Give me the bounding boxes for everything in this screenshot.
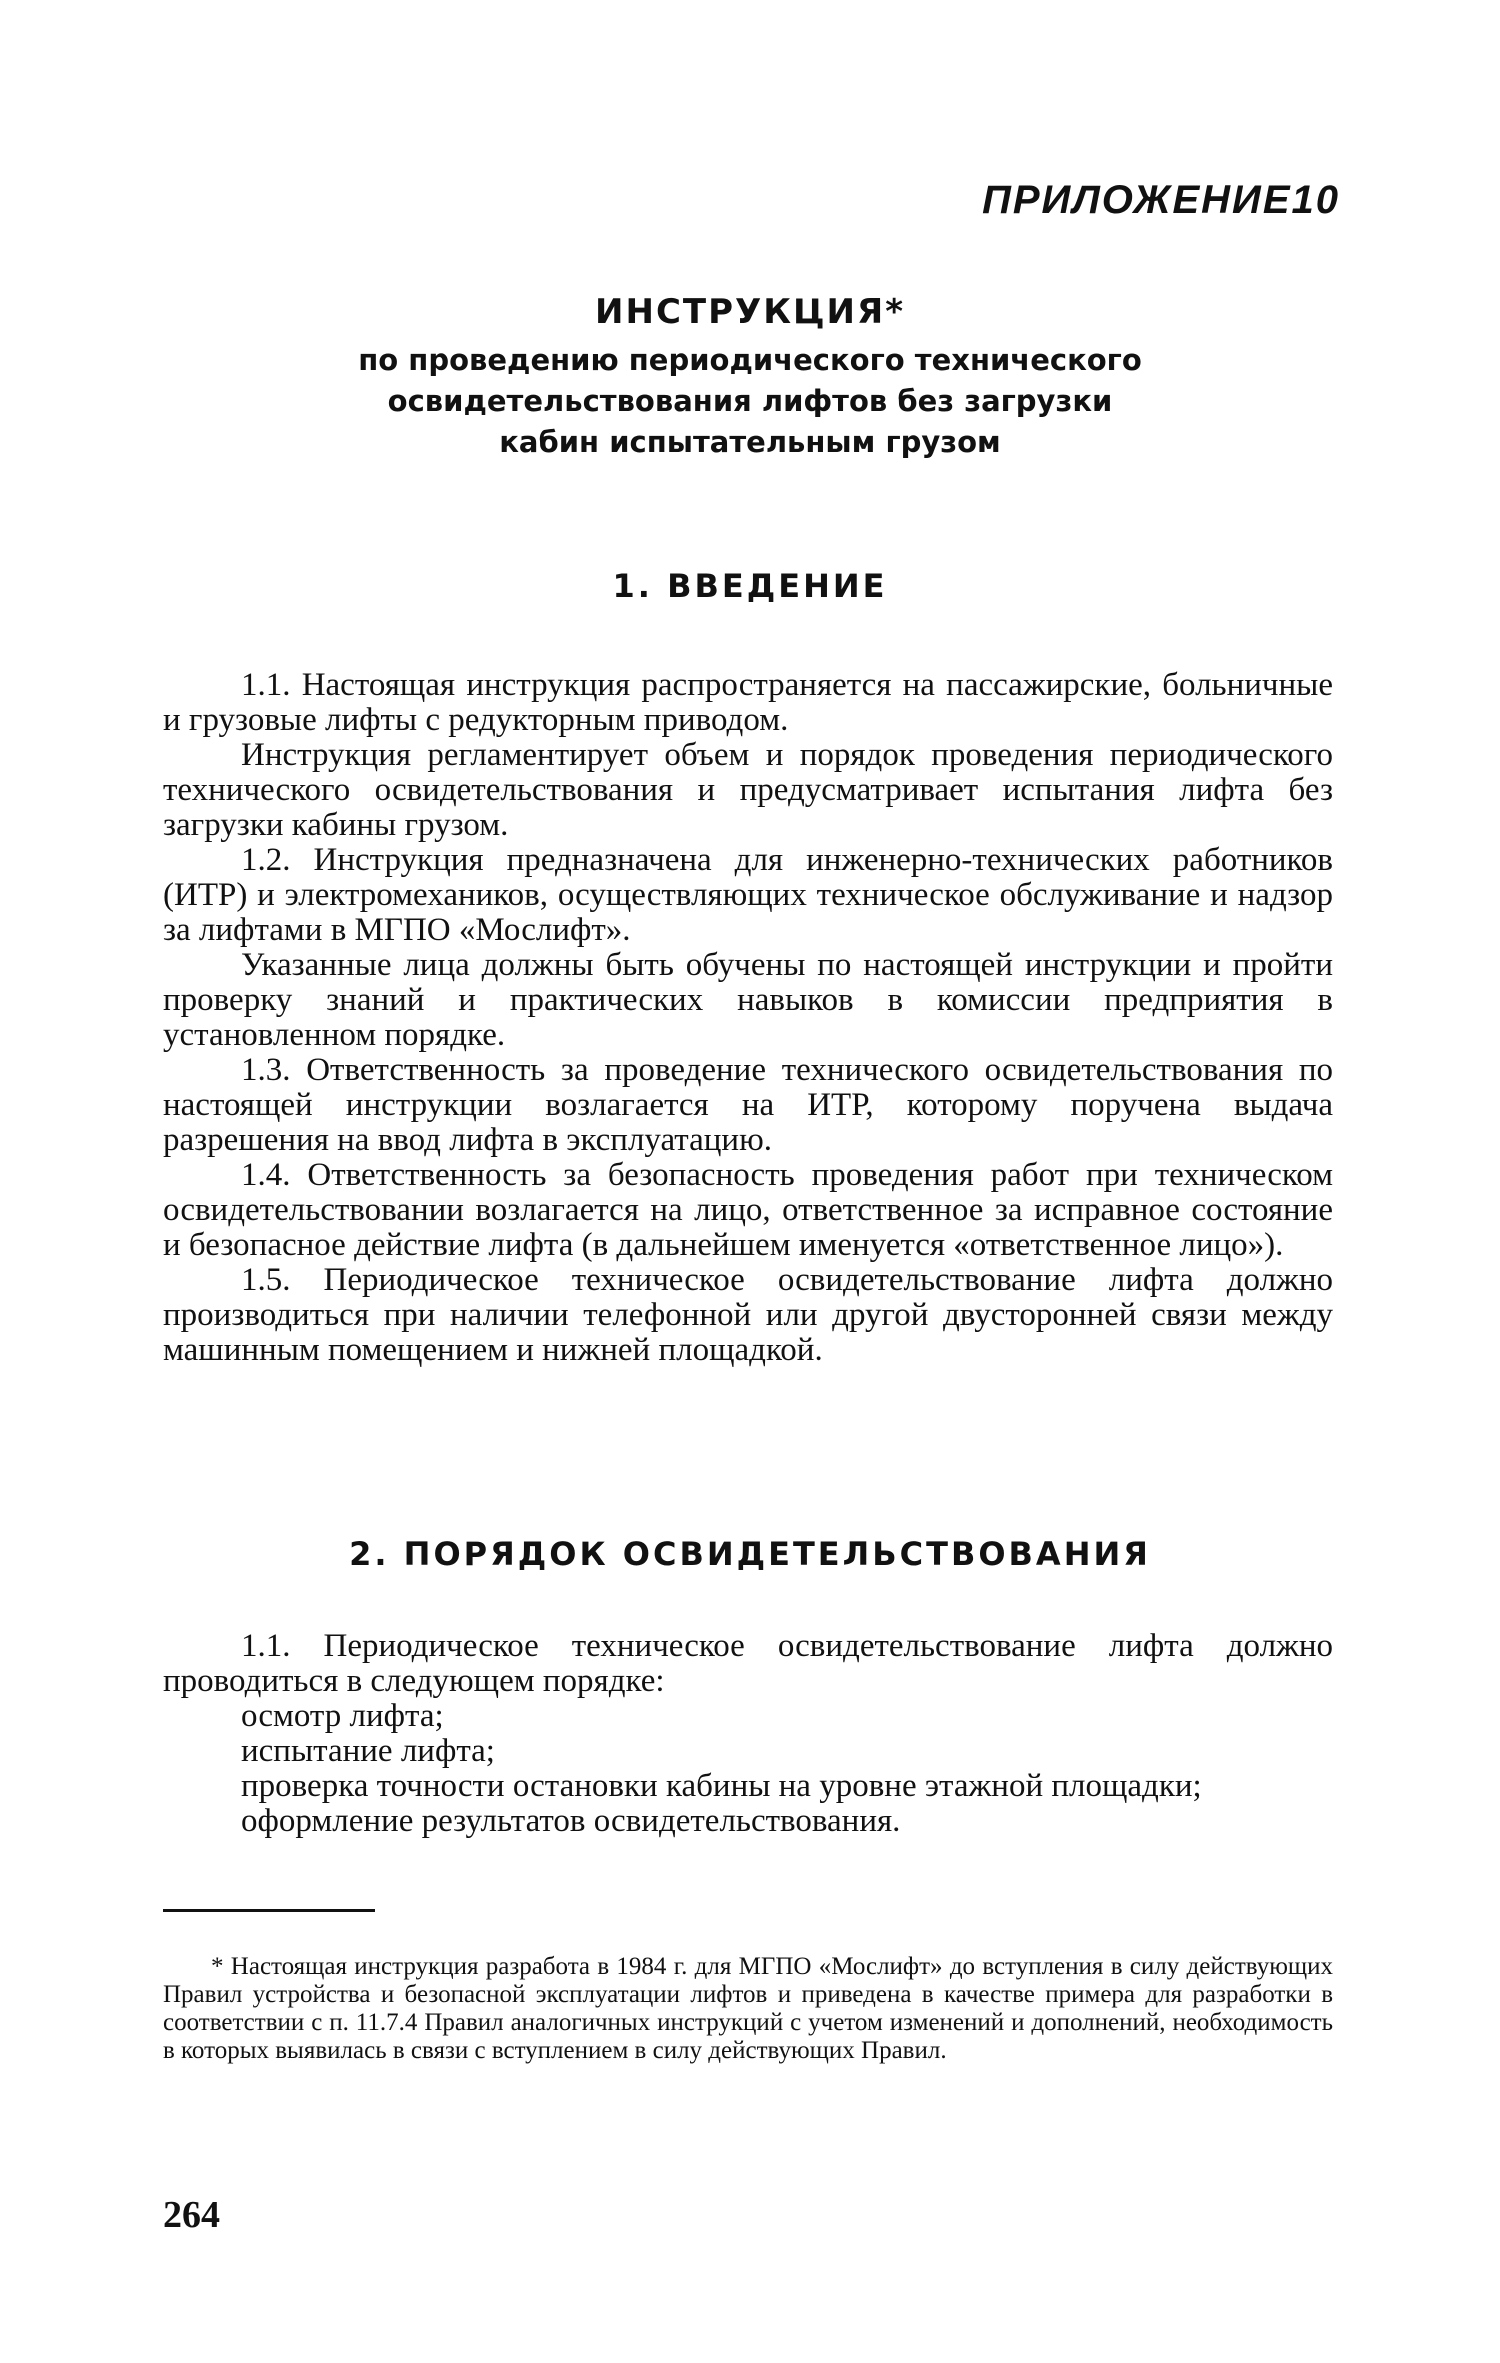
section-1-heading: 1. ВВЕДЕНИЕ <box>612 567 888 605</box>
subtitle-line: кабин испытательным грузом <box>499 425 1001 459</box>
section-2-body <box>163 1629 1333 1839</box>
title-block <box>300 288 1200 463</box>
paragraph-1-5: 1.5. Периодическое техническое освидетельствование лифта должно производиться при наличии телефонной или другой двусторонней связи между машинным помещением и нижней площадкой. <box>163 1262 1333 1368</box>
document-subtitle <box>300 340 1200 463</box>
list-item: осмотр лифта; <box>241 1698 444 1734</box>
paragraph-2-intro: 1.1. Периодическое техническое освидетельствование лифта должно проводиться в следующем порядке: <box>163 1628 1333 1699</box>
section-2-heading: 2. ПОРЯДОК ОСВИДЕТЕЛЬСТВОВАНИЯ <box>349 1535 1151 1573</box>
paragraph-1-3: 1.3. Ответственность за проведение технического освидетельствования по настоящей инструкции возлагается на ИТР, которому поручена выдача разрешения на ввод лифта в эксплуатацию. <box>163 1052 1333 1158</box>
footnote <box>163 1953 1333 2065</box>
paragraph-1-1-cont: Инструкция регламентирует объем и порядок проведения периодического технического освидетельствования и предусматривает испытания лифта без загрузки кабины грузом. <box>163 737 1333 843</box>
paragraph-1-2-cont: Указанные лица должны быть обучены по настоящей инструкции и пройти проверку знаний и практических навыков в комиссии предприятия в установленном порядке. <box>163 947 1333 1053</box>
appendix-label: ПРИЛОЖЕНИЕ10 <box>982 178 1340 222</box>
list-item: испытание лифта; <box>241 1733 495 1769</box>
section-1-body <box>163 668 1333 1368</box>
paragraph-1-1: 1.1. Настоящая инструкция распространяется на пассажирские, больничные и грузовые лифты с редукторным приводом. <box>163 667 1333 738</box>
footnote-divider <box>163 1909 375 1912</box>
page-number: 264 <box>163 2194 220 2236</box>
paragraph-1-2: 1.2. Инструкция предназначена для инженерно-технических работников (ИТР) и электромехаников, осуществляющих техническое обслуживание и надзор за лифтами в МГПО «Мослифт». <box>163 842 1333 948</box>
paragraph-1-4: 1.4. Ответственность за безопасность проведения работ при техническом освидетельствовании возлагается на лицо, ответственное за исправное состояние и безопасное действие лифта (в дальнейшем именуется «ответственное лицо»). <box>163 1157 1333 1263</box>
list-item: оформление результатов освидетельствования. <box>241 1803 901 1839</box>
footnote-text: * Настоящая инструкция разработа в 1984 г. для МГПО «Мослифт» до вступления в силу действующих Правил устройства и безопасной эксплуатации лифтов и приведена в качестве примера для разработки в соответствии с п. 11.7.4 Правил аналогичных инструкций с учетом изменений и дополнений, необходимость в которых выявилась в связи с вступлением в силу действующих Правил. <box>163 1953 1333 2064</box>
list-item: проверка точности остановки кабины на уровне этажной площадки; <box>241 1768 1202 1804</box>
subtitle-line: по проведению периодического технического <box>358 343 1142 377</box>
subtitle-line: освидетельствования лифтов без загрузки <box>387 384 1113 418</box>
document-title: ИНСТРУКЦИЯ* <box>595 292 905 332</box>
